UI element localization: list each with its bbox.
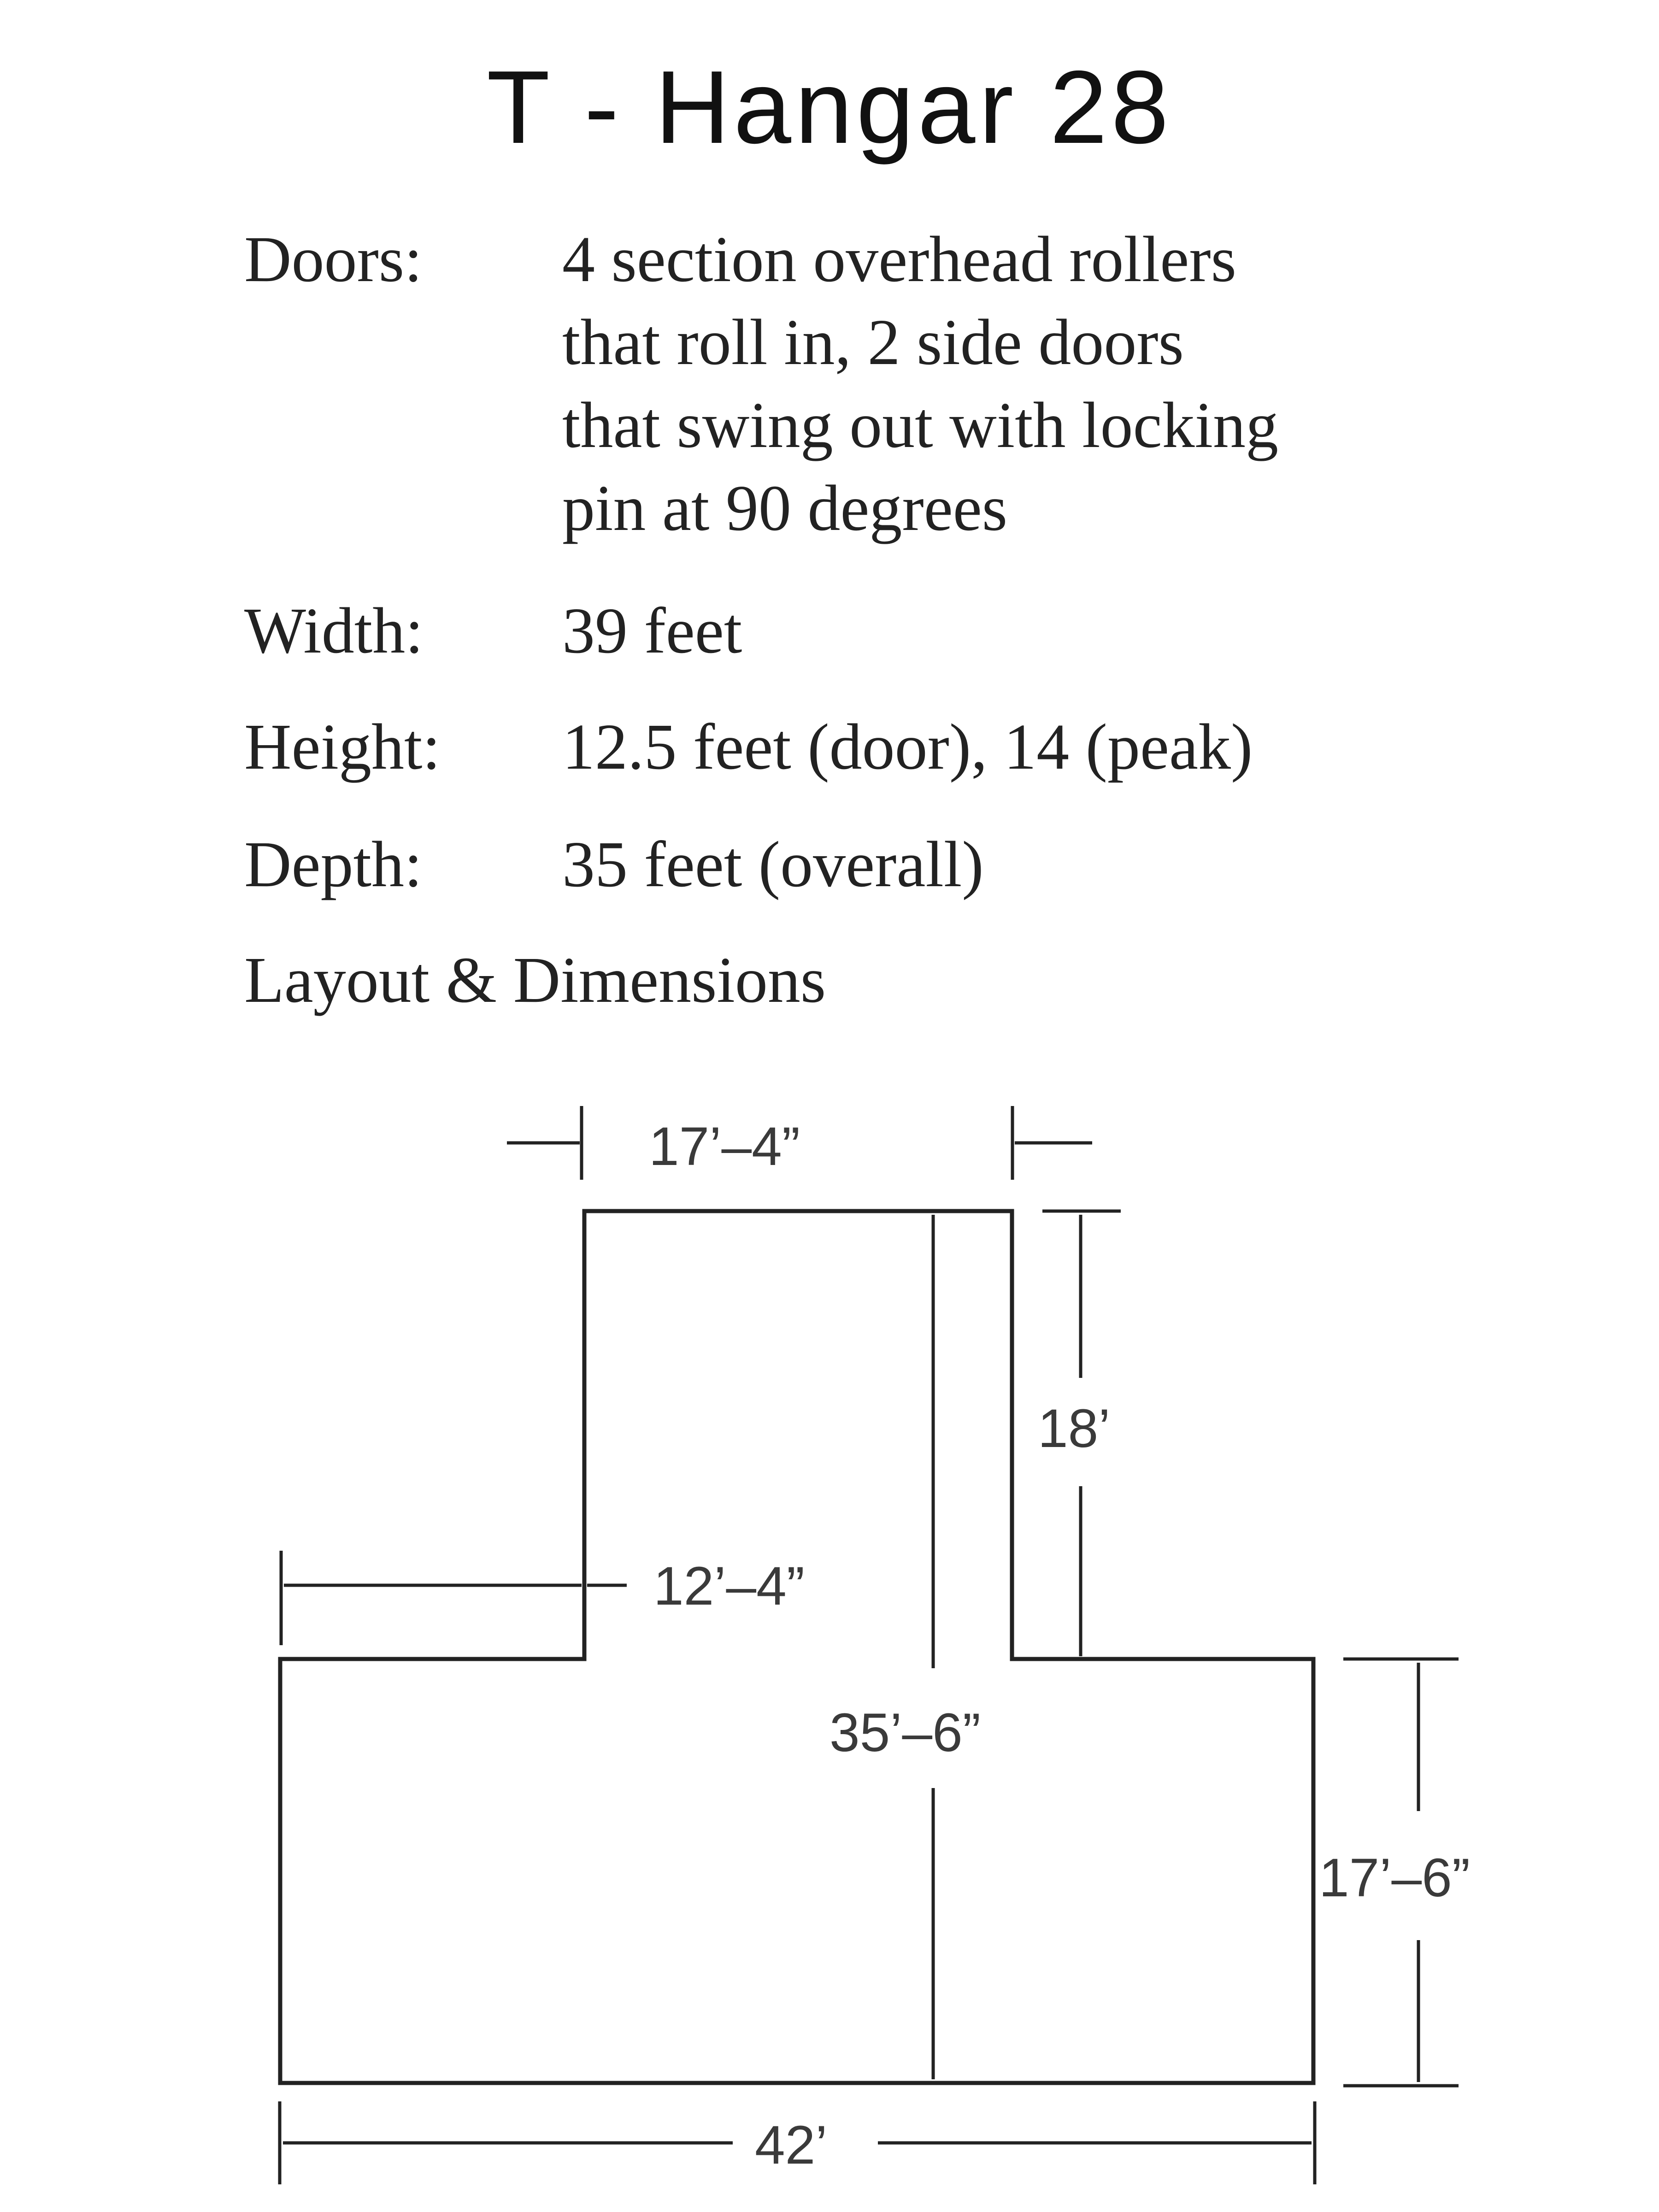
spec-doors-label: Doors:	[244, 223, 423, 295]
spec-height-value: 12.5 feet (door), 14 (peak)	[562, 710, 1253, 783]
spec-doors-line: 4 section overhead rollers	[562, 223, 1236, 295]
spec-depth-value: 35 feet (overall)	[562, 828, 984, 900]
dim-label-wing-width: 12’–4”	[653, 1556, 805, 1617]
layout-heading: Layout & Dimensions	[244, 943, 826, 1016]
spec-width-value: 39 feet	[562, 594, 742, 667]
dim-label-overall-width: 42’	[755, 2115, 828, 2176]
spec-doors-line: that roll in, 2 side doors	[562, 306, 1184, 378]
dim-label-top-width: 17’–4”	[649, 1116, 800, 1177]
spec-width-label: Width:	[244, 594, 424, 667]
spec-doors-line: that swing out with locking	[562, 388, 1279, 461]
spec-height-label: Height:	[244, 710, 441, 783]
spec-doors-line: pin at 90 degrees	[562, 471, 1008, 544]
spec-depth-label: Depth:	[244, 828, 423, 900]
page-title: T - Hangar 28	[486, 49, 1173, 165]
dim-label-overall-depth: 35’–6”	[830, 1702, 981, 1763]
hangar-outline	[280, 1211, 1313, 2083]
dim-label-wing-depth: 17’–6”	[1319, 1847, 1471, 1908]
dim-label-top-depth: 18’	[1038, 1398, 1111, 1459]
